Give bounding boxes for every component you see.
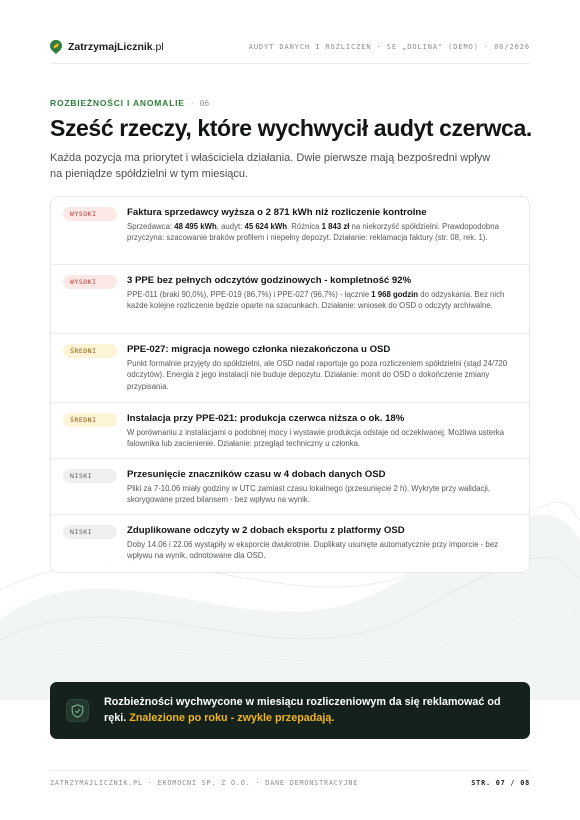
section-number: 06 [199,99,210,108]
finding-description [127,483,517,506]
shield-check-icon [66,699,89,722]
finding-description [127,358,517,392]
finding-text: Doby 14.06 i 22.06 wystąpiły w eksporcie dwukrotnie. Duplikaty usunięte automatycznie przy imporcie - bez wpływu na wynik, odnotowane dla OSD. [127,540,498,561]
finding-text: Pliki za 7-10.06 miały godziny w UTC zamiast czasu lokalnego (przesunięcie 2 h). Wykryte przy walidacji, skorygowane przed bilansem - bez wpływu na wynik. [127,484,491,505]
page-header [50,38,530,64]
finding-title: Przesunięcie znaczników czasu w 4 dobach danych OSD [127,469,386,480]
finding-description [127,289,517,312]
priority-badge: ŚREDNI [63,413,117,427]
finding-body [127,206,517,244]
finding-text: PPE-011 (braki 90,0%), PPE-019 (86,7%) i PPE-027 (96,7%) - łącznie [127,290,372,299]
page-title: Sześć rzeczy, które wychwycił audyt czerwca. [50,115,532,141]
finding-description [127,427,517,450]
finding-row [51,403,529,459]
finding-title: 3 PPE bez pełnych odczytów godzinowych - kompletność 92% [127,275,412,286]
finding-body [127,343,517,392]
finding-description [127,539,517,562]
finding-body [127,412,517,450]
callout-text: Rozbieżności wychwycone w miesiącu rozliczeniowym da się reklamować od ręki. Znalezione po roku - zwykle przepadają. [104,696,501,724]
finding-emphasis: 45 624 kWh [244,222,287,231]
brand[interactable] [50,40,164,54]
section-label: ROZBIEŻNOŚCI I ANOMALIE [50,98,185,108]
findings-list [50,196,530,573]
finding-body [127,468,517,506]
finding-row [51,197,529,265]
brand-name: ZatrzymajLicznik.pl [68,41,164,53]
finding-text: , audyt: [216,222,245,231]
finding-description [127,221,517,244]
finding-text: do odzyskania. Bez nich każde kolejne rozliczenie będzie oparte na szacunkach. Działanie: wniosek do OSD o odczyty archiwalne. [127,290,505,311]
finding-body [127,274,517,312]
finding-emphasis: 1 843 zł [321,222,350,231]
finding-title: Zduplikowane odczyty w 2 dobach eksportu z platformy OSD [127,525,405,536]
finding-emphasis: 48 495 kWh [174,222,217,231]
finding-row [51,334,529,403]
finding-title: Faktura sprzedawcy wyższa o 2 871 kWh niż rozliczenie kontrolne [127,207,427,218]
key-message-callout [50,682,530,739]
document-reference: AUDYT DANYCH I ROZLICZEŃ · SE „DOLINA" (DEMO) · 06/2026 [248,43,530,51]
finding-text: . Różnica [286,222,322,231]
leaf-pin-logo-icon [50,40,62,54]
footer-company: ZATRZYMAJLICZNIK.PL · EKOMOCNI SP. Z O.O. · DANE DEMONSTRACYJNE [50,779,359,787]
section-eyebrow [50,98,209,108]
finding-row [51,265,529,334]
finding-title: PPE-027: migracja nowego członka niezakończona u OSD [127,344,391,355]
page-footer [50,770,530,794]
finding-title: Instalacja przy PPE-021: produkcja czerwca niższa o ok. 18% [127,413,405,424]
finding-text: W porównaniu z instalacjami o podobnej mocy i wystawie produkcja odstaje od oczekiwanej. Możliwa usterka falownika lub zacienienie. Działanie: przegląd techniczny u członka. [127,428,505,449]
page-number: STR. 07 / 08 [471,779,530,787]
separator: · [190,98,194,108]
page-lede: Każda pozycja ma priorytet i właściciela działania. Dwie pierwsze mają bezpośredni wpływ na pieniądze spółdzielni w tym miesiącu. [50,152,491,180]
priority-badge: NISKI [63,525,117,539]
finding-body [127,524,517,562]
callout-highlight: Znalezione po roku - zwykle przepadają. [129,712,335,724]
priority-badge: WYSOKI [63,275,117,289]
finding-row [51,459,529,515]
priority-badge: ŚREDNI [63,344,117,358]
priority-badge: NISKI [63,469,117,483]
finding-text: na niekorzyść spółdzielni. Prawdopodobna przyczyna: szacowanie braków profilem i niepełny depozyt. Działanie: reklamacja faktury (str. 08, rek. 1). [127,222,499,243]
finding-text: Punkt formalnie przyjęty do spółdzielni, ale OSD nadal raportuje go poza rozliczeniem spółdzielni (stąd 24/720 odczytów). Energia z jego instalacji nie buduje depozytu. Działanie: monit do OSD o dokończenie zmiany przypisania. [127,359,508,391]
priority-badge: WYSOKI [63,207,117,221]
finding-emphasis: 1 968 godzin [371,290,419,299]
finding-row [51,515,529,573]
finding-text: Sprzedawca: [127,222,175,231]
